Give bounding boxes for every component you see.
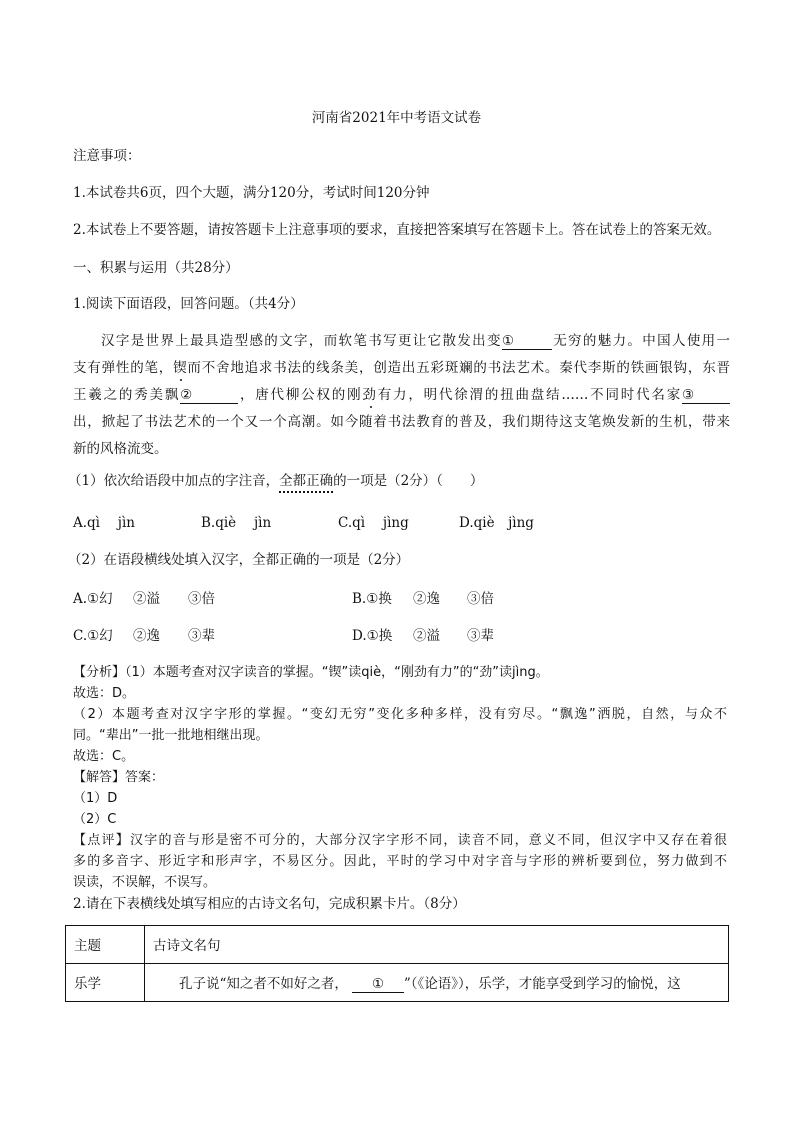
- passage-line: [101, 329, 730, 350]
- option-d-2: ②溢: [413, 628, 440, 644]
- option-b-3: ③倍: [467, 591, 494, 607]
- notice-heading: 注意事项：: [73, 148, 141, 164]
- option-a-3: ③倍: [188, 591, 215, 607]
- cell-quote: [145, 964, 729, 1002]
- dotted-char: 劲: [362, 387, 378, 403]
- analysis-line: 【解答】答案：: [73, 770, 165, 785]
- text: 王羲之的秀美飘: [73, 387, 181, 403]
- text: 汉字是世界上最具造型感的文字，而软笔书写更让它散发出变: [101, 333, 502, 349]
- option-b-2: ②逸: [413, 591, 440, 607]
- option-c-2: ②逸: [133, 628, 160, 644]
- accumulation-table: [65, 925, 729, 1002]
- analysis-line: 故选：D。: [73, 686, 136, 701]
- analysis-line: 【点评】汉字的音与形是密不可分的，大部分汉字字形不同，读音不同，意义不同，但汉字中又存在着很: [73, 833, 727, 848]
- text: ”（《论语》），乐学，才能享受到学习的愉悦，这: [403, 976, 681, 992]
- text: ，唐代柳公权的刚: [238, 387, 363, 403]
- passage-line: [73, 356, 730, 376]
- option-d-1: D.①换: [352, 628, 393, 644]
- option-b: B.qiè jìn: [201, 515, 272, 531]
- notice-item-2: 2.本试卷上不要答题，请按答题卡上注意事项的要求，直接把答案填写在答题卡上。答在试卷上的答案无效。: [73, 222, 721, 238]
- question-1-stem: 1.阅读下面语段，回答问题。（共4分）: [73, 296, 304, 312]
- notice-item-1: 1.本试卷共6页，四个大题，满分120分，考试时间120分钟: [73, 185, 430, 201]
- section-heading: 一、积累与运用（共28分）: [73, 260, 239, 276]
- blank-1: ①: [502, 334, 552, 350]
- analysis-line: 误读，不误解，不误写。: [73, 875, 217, 890]
- dotted-char: 锲: [173, 360, 188, 376]
- option-b-1: B.①换: [352, 591, 392, 607]
- option-c: C.qì jìng: [338, 515, 409, 531]
- text: 无穷的魅力。中国人使用一: [551, 333, 731, 349]
- passage-line: 出，掀起了书法艺术的一个又一个高潮。如今随着书法教育的普及，我们期待这支笔焕发新的生机，带来: [73, 414, 730, 430]
- cell-theme: 乐学: [66, 964, 145, 1002]
- text: 而不舍地追求书法的线条美，创造出五彩斑斓的书法艺术。秦代李斯的铁画银钩，东晋: [187, 360, 731, 376]
- analysis-line: 【分析】（1）本题考查对汉字读音的掌握。“锲”读qiè，“刚劲有力”的“劲”读jìng。: [73, 665, 549, 680]
- option-a-2: ②溢: [133, 591, 160, 607]
- text: 有力，明代徐渭的扭曲盘结……不同时代名家: [377, 387, 683, 403]
- analysis-line: （1）D: [73, 791, 118, 806]
- text: （1）依次给语段中加点的字注音，: [68, 473, 280, 489]
- header-quote: 古诗文名句: [145, 926, 729, 964]
- analysis-line: 多的多音字、形近字和形声字，不易区分。因此，平时的学习中对字音与字形的辨析要到位，努力做到不: [73, 854, 727, 869]
- analysis-line: （2）本题考查对汉字字形的掌握。“变幻无穷”变化多种多样，没有穷尽。“飘逸”洒脱，自然，与众不: [73, 707, 727, 722]
- option-a: A.qì jìn: [73, 515, 135, 531]
- analysis-line: 同。“辈出”一批一批地相继出现。: [73, 728, 269, 743]
- header-theme: 主题: [66, 926, 145, 964]
- option-c-1: C.①幻: [73, 628, 113, 644]
- option-d: D.qiè jìng: [459, 515, 534, 531]
- text: 孔子说“知之者不如好之者，: [179, 976, 348, 992]
- blank-2: ②: [180, 388, 238, 404]
- option-d-3: ③辈: [467, 628, 494, 644]
- blank-3: ③: [682, 388, 730, 404]
- sub-question-2: （2）在语段横线处填入汉字，全都正确的一项是（2分）: [68, 552, 410, 568]
- text: 支有弹性的笔，: [73, 360, 174, 376]
- option-c-3: ③辈: [188, 628, 215, 644]
- analysis-line: （2）C: [73, 812, 117, 827]
- blank-1: ①: [352, 977, 404, 993]
- text: 的一项是（2分）（ ）: [333, 473, 484, 489]
- page-title: 河南省2021年中考语文试卷: [311, 110, 482, 126]
- analysis-line: 故选：C。: [73, 749, 135, 764]
- dotted-text: 全都正确: [279, 473, 333, 493]
- passage-line: 新的风格流变。: [73, 441, 168, 457]
- sub-question-1: [68, 469, 483, 489]
- passage-line: [73, 383, 730, 404]
- question-2-stem: 2.请在下表横线处填写相应的古诗文名句，完成积累卡片。（8分）: [73, 896, 466, 912]
- option-a-1: A.①幻: [73, 591, 113, 607]
